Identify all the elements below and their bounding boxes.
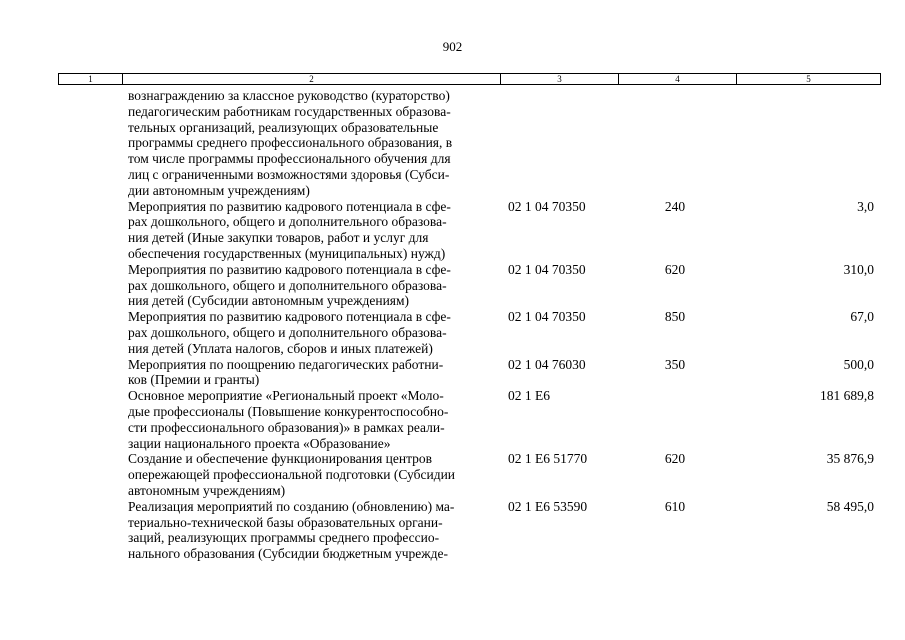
row-description: [128, 499, 492, 562]
row-target-code: 02 1 04 76030: [508, 356, 586, 372]
row-description: [128, 88, 492, 199]
row-amount: 500,0: [843, 356, 874, 372]
description-line: педагогическим работникам государственных образова-: [128, 103, 451, 119]
row-description: [128, 262, 492, 309]
description-line: Мероприятия по развитию кадрового потенциала в сфе-: [128, 261, 451, 277]
description-line: Реализация мероприятий по созданию (обновлению) ма-: [128, 498, 455, 514]
row-description: [128, 199, 492, 262]
description-line: ков (Премии и гранты): [128, 372, 260, 388]
description-line: автономным учреждениям): [128, 482, 286, 498]
description-line: опережающей профессиональной подготовки (Субсидии: [128, 467, 456, 483]
description-line: териально-технической базы образовательных органи-: [128, 514, 443, 530]
description-line: ния детей (Субсидии автономным учреждениям): [128, 293, 410, 309]
column-header-5: 5: [737, 74, 881, 85]
row-target-code: 02 1 04 70350: [508, 261, 586, 277]
description-line: Мероприятия по развитию кадрового потенциала в сфе-: [128, 198, 451, 214]
row-description: [128, 388, 492, 451]
table-row: [0, 88, 905, 199]
description-line: том числе программы профессионального обучения для: [128, 151, 451, 167]
description-line: заций, реализующих программы среднего профессио-: [128, 530, 440, 546]
description-line: рах дошкольного, общего и дополнительного образова-: [128, 214, 447, 230]
table-row: [0, 357, 905, 389]
row-description: [128, 357, 492, 389]
row-amount: 58 495,0: [826, 498, 874, 514]
row-description: [128, 451, 492, 498]
column-header-row: [59, 74, 881, 85]
column-header-table: [58, 73, 881, 85]
column-header-1: 1: [59, 74, 123, 85]
row-amount: 35 876,9: [826, 451, 874, 467]
row-expense-type: 850: [664, 309, 686, 325]
row-amount: 67,0: [850, 309, 874, 325]
row-amount: 181 689,8: [820, 388, 874, 404]
description-line: Мероприятия по развитию кадрового потенциала в сфе-: [128, 309, 451, 325]
description-line: тельных организаций, реализующих образовательные: [128, 119, 439, 135]
description-line: рах дошкольного, общего и дополнительного образова-: [128, 277, 447, 293]
row-expense-type: 240: [664, 198, 686, 214]
row-target-code: 02 1 E6: [508, 388, 550, 404]
row-target-code: 02 1 E6 53590: [508, 498, 588, 514]
row-expense-type: 610: [664, 498, 686, 514]
column-header-4: 4: [619, 74, 737, 85]
row-expense-type: 620: [664, 451, 686, 467]
row-amount: 3,0: [857, 198, 874, 214]
description-line: вознаграждению за классное руководство (кураторство): [128, 88, 450, 103]
row-amount: 310,0: [843, 261, 874, 277]
description-line: сти профессионального образования)» в рамках реали-: [128, 419, 445, 435]
table-row: [0, 262, 905, 309]
row-target-code: 02 1 E6 51770: [508, 451, 588, 467]
description-line: ния детей (Иные закупки товаров, работ и услуг для: [128, 230, 429, 246]
budget-table-body: [0, 88, 905, 562]
description-line: рах дошкольного, общего и дополнительного образова-: [128, 324, 447, 340]
table-row: [0, 199, 905, 262]
description-line: нального образования (Субсидии бюджетным учрежде-: [128, 546, 448, 562]
description-line: программы среднего профессионального образования, в: [128, 135, 453, 151]
description-line: Основное мероприятие «Региональный проект «Моло-: [128, 388, 444, 404]
page-number: 902: [442, 39, 463, 54]
description-line: дии автономным учреждениям): [128, 182, 310, 198]
row-expense-type: 350: [664, 356, 686, 372]
description-line: обеспечения государственных (муниципальных) нужд): [128, 245, 446, 261]
description-line: Создание и обеспечение функционирования центров: [128, 451, 433, 467]
description-line: Мероприятия по поощрению педагогических работни-: [128, 356, 444, 372]
row-description: [128, 309, 492, 356]
description-line: лиц с ограниченными возможностями здоровья (Субси-: [128, 166, 450, 182]
table-row: [0, 309, 905, 356]
row-expense-type: 620: [664, 261, 686, 277]
table-row: [0, 451, 905, 498]
column-header-2: 2: [123, 74, 501, 85]
description-line: зации национального проекта «Образование»: [128, 435, 391, 451]
description-line: ния детей (Уплата налогов, сборов и иных платежей): [128, 340, 433, 356]
description-line: дые профессионалы (Повышение конкурентоспособно-: [128, 403, 449, 419]
table-row: [0, 388, 905, 451]
row-target-code: 02 1 04 70350: [508, 309, 586, 325]
column-header-3: 3: [501, 74, 619, 85]
table-row: [0, 499, 905, 562]
row-target-code: 02 1 04 70350: [508, 198, 586, 214]
